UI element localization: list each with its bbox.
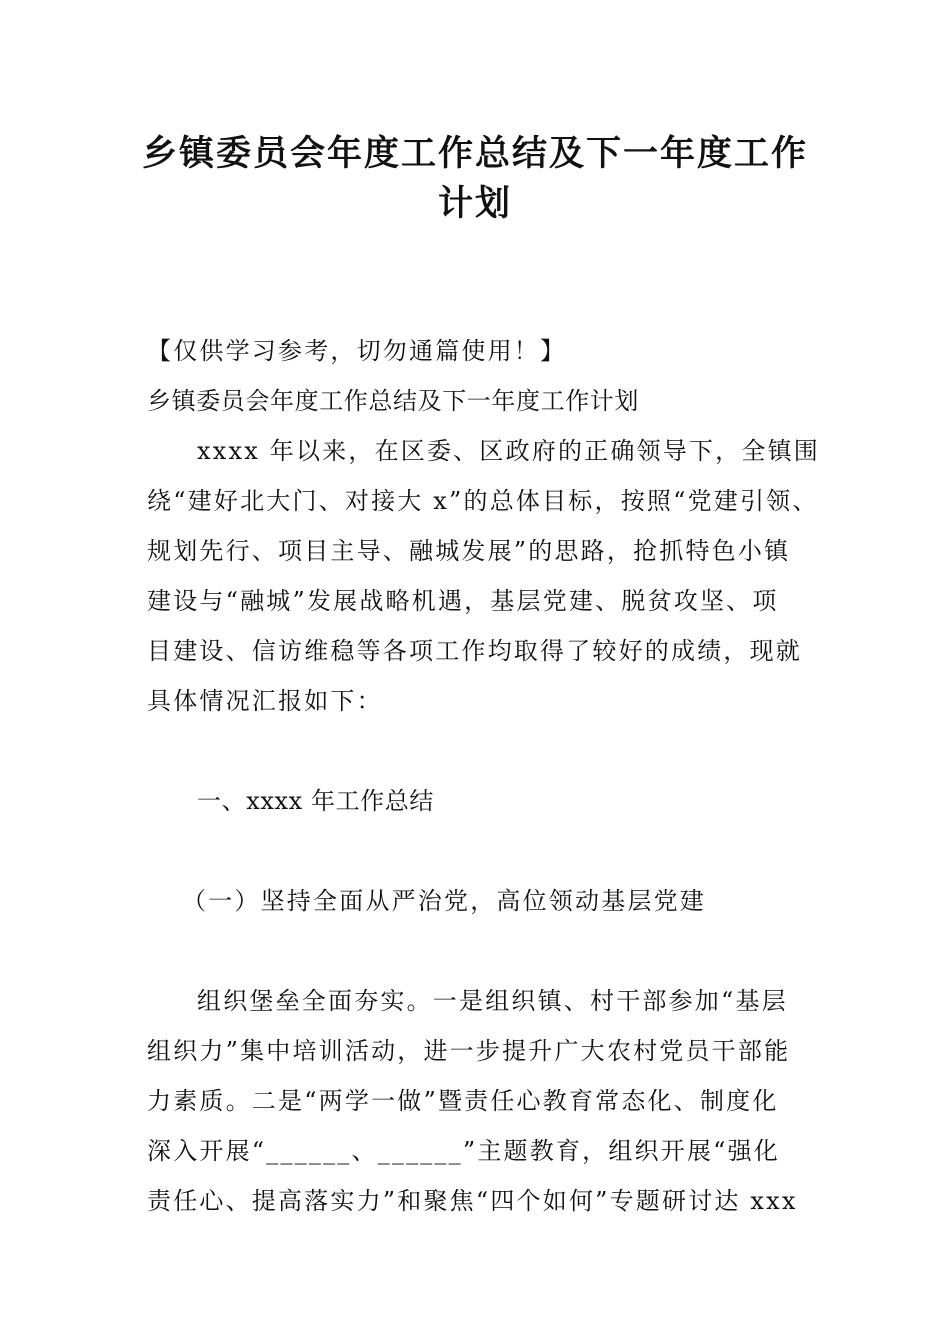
intro-paragraph-line: 规划先行、项目主导、融城发展”的思路，抢抓特色小镇 xyxy=(147,537,791,565)
section-heading: 一、xxxx 年工作总结 xyxy=(197,787,434,815)
intro-paragraph-line: 绕“建好北大门、对接大 x”的总体目标，按照“党建引领、 xyxy=(147,487,819,515)
subsection-heading: （一）坚持全面从严治党，高位领动基层党建 xyxy=(182,887,706,915)
document-title-line-2: 计划 xyxy=(437,183,512,224)
usage-notice: 【仅供学习参考，切勿通篇使用！】 xyxy=(147,337,567,365)
body-paragraph-line: 组织堡垒全面夯实。一是组织镇、村干部参加“基层 xyxy=(197,987,788,1015)
body-paragraph-line: 力素质。二是“两学一做”暨责任心教育常态化、制度化 xyxy=(147,1087,779,1115)
intro-paragraph-line: 具体情况汇报如下： xyxy=(147,687,383,715)
document-subtitle: 乡镇委员会年度工作总结及下一年度工作计划 xyxy=(147,387,639,415)
intro-paragraph-line: 建设与“融城”发展战略机遇，基层党建、脱贫攻坚、项 xyxy=(147,587,779,615)
intro-paragraph-line: 目建设、信访维稳等各项工作均取得了较好的成绩，现就 xyxy=(147,637,802,665)
body-paragraph-line: 深入开展“______、______”主题教育，组织开展“强化 xyxy=(147,1137,781,1165)
body-paragraph-line: 组织力”集中培训活动，进一步提升广大农村党员干部能 xyxy=(147,1037,791,1065)
document-title-line-1: 乡镇委员会年度工作总结及下一年度工作 xyxy=(141,133,808,174)
body-paragraph-line: 责任心、提高落实力”和聚焦“四个如何”专题研讨达 xxx xyxy=(147,1187,798,1215)
intro-paragraph-line: xxxx 年以来，在区委、区政府的正确领导下，全镇围 xyxy=(197,437,820,465)
